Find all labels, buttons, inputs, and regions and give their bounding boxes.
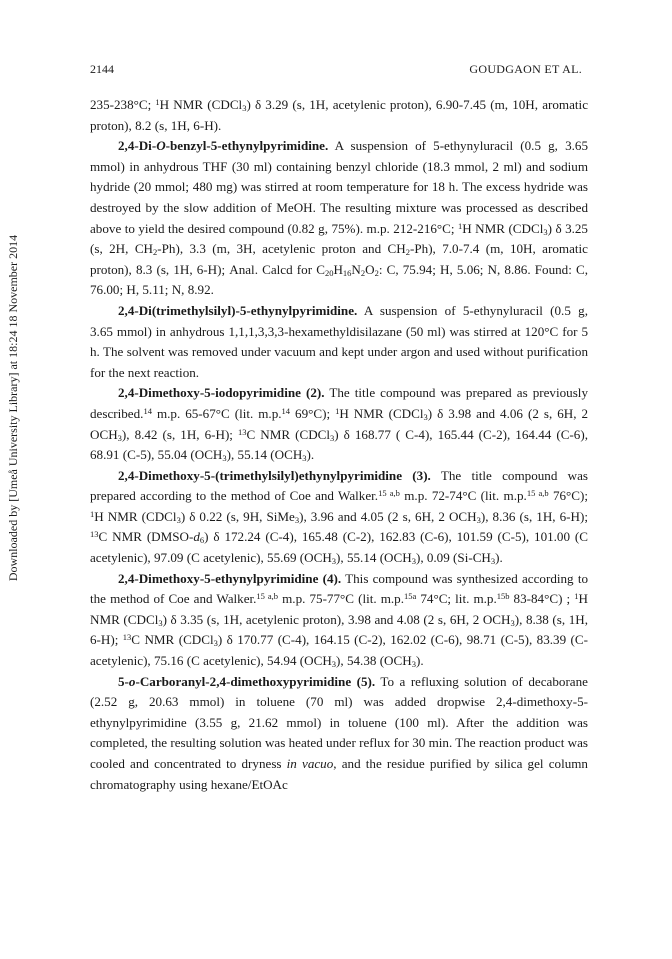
running-title: GOUDGAON ET AL. — [469, 62, 582, 76]
compound-heading: 2,4-Dimethoxy-5-iodopyrimidine (2). — [118, 385, 325, 401]
paragraph-compound-5: 5-o-Carboranyl-2,4-dimethoxypyrimidine (5). To a refluxing solution of decaborane (2.52 g, 20.63 mmol) in toluene (70 ml) was added dropwise 2,4-dimethoxy-5-ethynylpyrimidine (3.55 g, 21.62 mmol) in toluene (100 ml). After the addition was completed, the resulting solution was heated under reflux for 30 min. The reaction product was cooled and concentrated to dryness in vacuo, and the residue purified by silica gel column chromatography using hexane/EtOAc — [90, 673, 588, 792]
paragraph-continuation: 235-238°C; $^1$H NMR (CDCl$_3$) δ 3.29 (s, 1H, acetylenic proton), 6.90-7.45 (m, 10H, aromatic proton), 8.2 (s, 1H, 6-H). — [90, 97, 589, 133]
paragraph-compound-2: 2,4-Dimethoxy-5-iodopyrimidine (2). The title compound was prepared as previously described.$^{14}$ m.p. 65-67°C (lit. m.p.$^{14}$ 69°C); $^1$H NMR (CDCl$_3$) δ 3.98 and 4.06 (2 s, 6H, 2 $OCH_3$), 8.42 (s, 1H, 6-H); $^{13}$C NMR (CDCl$_3$) δ 168.77 ( C-4), 165.44 (C-2), 164.44 (C-6), 68.91 (C-5), 55.04 $(OCH_3)$, 55.14 $(OCH_3)$. — [90, 385, 589, 464]
paragraph-dibenzyl: 2,4-Di-O-benzyl-5-ethynylpyrimidine. A suspension of 5-ethynyluracil (0.5 g, 3.65 mmol) in anhydrous THF (30 ml) containing benzyl chloride (18.3 mmol, 2 ml) and sodium hydride (20 mmol; 480 mg) was stirred at room temperature for 18 h. The excess hydride was destroyed by the slow addition of MeOH. The resulting mixture was processed as described above to yield the desired compound (0.82 g, 75%). m.p. 212-216°C; $^1$H NMR (CDCl$_3$) δ 3.25 (s, 2H, $CH_2-Ph$), 3.3 (m, 3H, acetylenic proton and $CH_2-Ph$), 7.0-7.4 (m, 10H, aromatic proton), 8.3 (s, 1H, 6-H); Anal. Calcd for $C_{20}H_{16}N_2O_2$: C, 75.94; H, 5.06; N, 8.86. Found: C, 76.00; H, 5.11; N, 8.92. — [90, 138, 589, 298]
paragraph-trimethylsilyl: 2,4-Di(trimethylsilyl)-5-ethynylpyrimidine. A suspension of 5-ethynyluracil (0.5 g, 3.65 mmol) in anhydrous 1,1,1,3,3,3-hexamethyldisilazane (50 ml) was stirred at 120°C for 5 h. The solvent was removed under vacuum and kept under argon and used without purification for the next reaction. — [90, 302, 588, 380]
paragraph-compound-3: 2,4-Dimethoxy-5-(trimethylsilyl)ethynylpyrimidine (3). The title compound was prepared according to the method of Coe and Walker.$^{15 a,b}$ m.p. 72-74°C (lit. m.p.$^{15 a,b}$ 76°C); $^1$H NMR (CDCl$_3$) δ 0.22 (s, 9H, SiMe$_3$), 3.96 and 4.05 (2 s, 6H, 2 $OCH_3$), 8.36 (s, 1H, 6-H); $^{13}$C NMR $(DMSO-d_6)$ δ 172.24 (C-4), 165.48 (C-2), 162.83 (C-6), 101.59 (C-5), 101.00 (C acetylenic), 97.09 (C acetylenic), 55.69 $(OCH_3)$, 55.14 $(OCH_3)$, 0.09 $(Si-CH_3)$. — [90, 467, 589, 567]
article-body — [90, 95, 588, 795]
compound-heading: 2,4-Di-O-benzyl-5-ethynylpyrimidine. — [118, 138, 329, 154]
page-number: 2144 — [90, 62, 114, 76]
compound-heading: 2,4-Dimethoxy-5-(trimethylsilyl)ethynylpyrimidine (3). — [118, 467, 431, 483]
paragraph-compound-4: 2,4-Dimethoxy-5-ethynylpyrimidine (4). This compound was synthesized according to the method of Coe and Walker.$^{15 a,b}$ m.p. 75-77°C (lit. m.p.$^{15a}$ 74°C; lit. m.p.$^{15b}$ 83-84°C) ; $^1$H NMR (CDCl$_3$) δ 3.35 (s, 1H, acetylenic proton), 3.98 and 4.08 (2 s, 6H, 2 $OCH_3$), 8.38 (s, 1H, 6-H); $^{13}$C NMR (CDCl$_3$) δ 170.77 (C-4), 164.15 (C-2), 162.02 (C-6), 98.71 (C-5), 83.39 (C-acetylenic), 75.16 (C acetylenic), 54.94 $(OCH_3)$, 54.38 $(OCH_3)$. — [90, 570, 589, 670]
download-watermark: Downloaded by [Umeå University Library] at 18:24 18 November 2014 — [6, 234, 20, 582]
compound-heading: 2,4-Di(trimethylsilyl)-5-ethynylpyrimidine. — [118, 302, 358, 318]
compound-heading: 5-o-Carboranyl-2,4-dimethoxypyrimidine (5). — [118, 673, 376, 689]
page-header — [90, 62, 582, 77]
compound-heading: 2,4-Dimethoxy-5-ethynylpyrimidine (4). — [118, 570, 342, 586]
